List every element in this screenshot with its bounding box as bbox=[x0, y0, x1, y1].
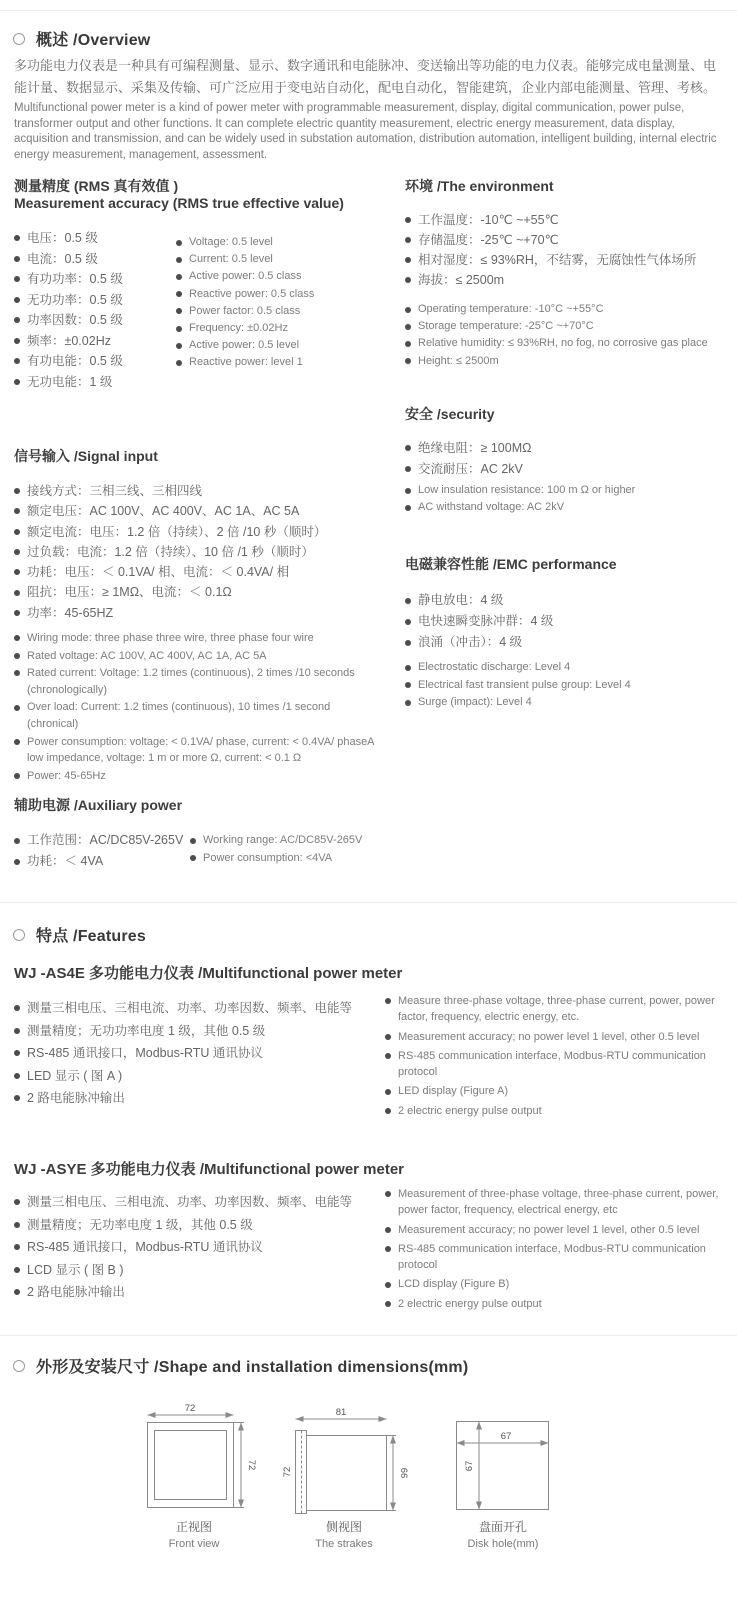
list-item-text: 频率：±0.02Hz bbox=[27, 333, 111, 348]
bullet-icon bbox=[14, 1095, 20, 1101]
list-item-text: 功耗：电压：＜ 0.1VA/ 相、电流：＜ 0.4VA/ 相 bbox=[27, 565, 290, 580]
list-item bbox=[405, 459, 735, 480]
overview-heading bbox=[13, 27, 150, 50]
list-item bbox=[14, 1259, 376, 1282]
bullet-icon bbox=[405, 307, 411, 313]
bullet-icon bbox=[176, 257, 182, 263]
list-item bbox=[14, 269, 176, 290]
bullet-icon bbox=[405, 217, 411, 223]
list-item bbox=[176, 268, 381, 285]
signal-title: 信号输入 /Signal input bbox=[14, 448, 158, 464]
list-item bbox=[14, 1087, 376, 1110]
bullet-icon bbox=[14, 276, 20, 282]
accuracy-list-cn bbox=[14, 228, 176, 392]
bullet-icon bbox=[14, 256, 20, 262]
bullet-icon bbox=[14, 1289, 20, 1295]
model-asye-title: WJ -ASYE 多功能电力仪表 /Multifunctional power meter bbox=[14, 1161, 405, 1178]
list-item bbox=[405, 301, 735, 318]
list-item-text: 静电放电：4 级 bbox=[418, 593, 504, 607]
list-item bbox=[14, 372, 176, 393]
list-item-text: 测量三相电压、三相电流、功率、功率因数、频率、电能等 bbox=[27, 1001, 353, 1015]
list-item bbox=[405, 659, 735, 677]
list-item-text: Working range: AC/DC85V-265V bbox=[203, 834, 363, 846]
list-item-text: 绝缘电阻：≥ 100MΩ bbox=[418, 441, 532, 455]
dim-label: 67 bbox=[500, 1431, 512, 1442]
list-item-text: 测量精度；无功功率电度 1 级，其他 0.5 级 bbox=[27, 1023, 266, 1038]
list-item-text: Power factor: 0.5 class bbox=[189, 304, 301, 317]
list-item bbox=[14, 734, 376, 767]
list-item-text: Operating temperature: -10°C ~+55°C bbox=[418, 303, 604, 315]
list-item-text: RS-485 communication interface, Modbus-RTU communication protocol bbox=[398, 1049, 706, 1079]
bullet-icon bbox=[405, 277, 411, 283]
list-item bbox=[405, 210, 735, 230]
list-item bbox=[176, 337, 381, 354]
list-item-text: Rated voltage: AC 100V, AC 400V, AC 1A, AC 5A bbox=[27, 649, 267, 662]
bullet-icon bbox=[190, 855, 196, 861]
list-item bbox=[14, 1020, 376, 1043]
bullet-icon bbox=[14, 549, 20, 555]
model-asye-list-cn bbox=[14, 1191, 376, 1304]
list-item-text: 2 electric energy pulse output bbox=[398, 1104, 542, 1117]
bullet-icon bbox=[14, 1222, 20, 1228]
accuracy-title-cn: 测量精度 (RMS 真有效值 ) bbox=[14, 178, 179, 194]
list-item bbox=[14, 522, 376, 542]
list-item-text: 浪涌（冲击）：4 级 bbox=[418, 635, 523, 649]
bullet-icon bbox=[14, 739, 20, 745]
dim-label: 72 bbox=[282, 1466, 293, 1478]
list-item-text: Voltage: 0.5 level bbox=[189, 236, 273, 248]
bullet-icon bbox=[14, 1267, 20, 1273]
bullet-icon bbox=[405, 488, 411, 494]
circle-marker-icon bbox=[13, 33, 25, 45]
list-item-text: 阻抗：电压：≥ 1MΩ、电流：＜ 0.1Ω bbox=[27, 585, 232, 600]
list-item bbox=[405, 230, 735, 250]
list-item bbox=[14, 648, 376, 665]
list-item-text: RS-485 通讯接口，Modbus-RTU 通讯协议 bbox=[27, 1240, 263, 1254]
list-item-text: Power: 45-65Hz bbox=[27, 769, 106, 782]
list-item bbox=[14, 331, 176, 352]
list-item-text: 电快速瞬变脉冲群：4 级 bbox=[418, 614, 554, 628]
list-item bbox=[14, 997, 376, 1020]
bullet-icon bbox=[14, 297, 20, 303]
list-item bbox=[176, 251, 381, 268]
dimensions-heading bbox=[13, 1354, 468, 1377]
dim-label: 66 bbox=[398, 1467, 409, 1479]
environment-title: 环境 /The environment bbox=[405, 178, 554, 194]
list-item-text: LED display (Figure A) bbox=[398, 1085, 509, 1098]
list-item-text: 交流耐压：AC 2kV bbox=[418, 461, 523, 476]
bullet-icon bbox=[176, 326, 182, 332]
list-item bbox=[385, 1276, 725, 1292]
panel-cutout-drawing bbox=[448, 1416, 560, 1514]
bullet-icon bbox=[405, 640, 411, 646]
list-item-text: 测量三相电压、三相电流、功率、功率因数、频率、电能等 bbox=[27, 1195, 353, 1209]
list-item-text: LCD display (Figure B) bbox=[398, 1278, 510, 1291]
bullet-icon bbox=[14, 635, 20, 641]
signal-list-en bbox=[14, 630, 376, 785]
security-list-en bbox=[405, 482, 735, 516]
list-item-text: 过负载：电流：1.2 倍（持续）、10 倍 /1 秒（顺时） bbox=[27, 544, 314, 559]
circle-marker-icon bbox=[13, 1360, 25, 1372]
accuracy-title bbox=[14, 178, 374, 212]
list-item-text: Storage temperature: -25°C ~+70°C bbox=[418, 320, 594, 333]
bullet-icon bbox=[176, 291, 182, 297]
emc-list-cn bbox=[405, 590, 735, 653]
bullet-icon bbox=[405, 505, 411, 511]
aux-power-list-cn bbox=[14, 830, 186, 872]
bullet-icon bbox=[385, 1108, 391, 1114]
list-item bbox=[14, 1236, 376, 1259]
list-item bbox=[405, 438, 735, 459]
bullet-icon bbox=[385, 1053, 391, 1059]
list-item bbox=[385, 1296, 725, 1312]
list-item-text: 工作范围：AC/DC85V-265V bbox=[27, 833, 184, 847]
list-item bbox=[385, 1186, 725, 1219]
list-item bbox=[14, 481, 376, 501]
list-item bbox=[14, 630, 376, 647]
bullet-icon bbox=[14, 379, 20, 385]
list-item bbox=[14, 562, 376, 582]
list-item bbox=[405, 611, 735, 632]
list-item bbox=[14, 290, 176, 311]
list-item bbox=[14, 542, 376, 562]
list-item-text: Measurement accuracy; no power level 1 level, other 0.5 level bbox=[398, 1223, 700, 1236]
list-item-text: 功率：45-65HZ bbox=[27, 605, 114, 620]
list-item bbox=[405, 694, 735, 712]
list-item bbox=[176, 320, 381, 337]
list-item-text: Power consumption: voltage: < 0.1VA/ phase, current: < 0.4VA/ phaseA low impedance, voltage: 1 m or more Ω, current: < 0.1 Ω bbox=[27, 735, 374, 765]
caption-cn: 盘面开孔 bbox=[478, 1520, 527, 1534]
bullet-icon bbox=[14, 488, 20, 494]
list-item-text: 电压：0.5 级 bbox=[27, 231, 98, 245]
bullet-icon bbox=[14, 1199, 20, 1205]
list-item bbox=[14, 310, 176, 331]
bullet-icon bbox=[176, 240, 182, 246]
security-title: 安全 /security bbox=[405, 406, 495, 422]
overview-paragraph-cn: 多功能电力仪表是一种具有可编程测量、显示、数字通讯和电能脉冲、变送输出等功能的电力仪表。能够完成电量测量、电能计量、数据显示、采集及传输、可广泛应用于变电站自动化，配电自动化，智能建筑，企业内部电能测量、管理、考核。 bbox=[14, 58, 717, 95]
list-item-text: 2 electric energy pulse output bbox=[398, 1297, 542, 1310]
environment-list-cn bbox=[405, 210, 735, 290]
list-item-text: Current: 0.5 level bbox=[189, 253, 273, 266]
bullet-icon bbox=[405, 324, 411, 330]
dim-label: 72 bbox=[184, 1403, 196, 1414]
bullet-icon bbox=[14, 1244, 20, 1250]
list-item bbox=[14, 501, 376, 521]
list-item-text: 功耗：＜ 4VA bbox=[27, 854, 104, 868]
caption-en: Front view bbox=[168, 1538, 220, 1550]
bullet-icon bbox=[14, 773, 20, 779]
bullet-icon bbox=[14, 529, 20, 535]
list-item bbox=[14, 1042, 376, 1065]
list-item bbox=[176, 286, 381, 303]
bullet-icon bbox=[14, 859, 20, 865]
bullet-icon bbox=[14, 317, 20, 323]
list-item-text: Wiring mode: three phase three wire, three phase four wire bbox=[27, 632, 314, 644]
list-item bbox=[176, 234, 381, 251]
list-item-text: RS-485 通讯接口，Modbus-RTU 通讯协议 bbox=[27, 1046, 263, 1060]
list-item bbox=[385, 993, 725, 1026]
list-item bbox=[14, 699, 376, 732]
list-item bbox=[405, 590, 735, 611]
divider bbox=[0, 1335, 737, 1336]
aux-power-title: 辅助电源 /Auxiliary power bbox=[14, 797, 183, 813]
features-heading bbox=[13, 923, 146, 946]
list-item-text: Active power: 0.5 level bbox=[189, 339, 300, 352]
bullet-icon bbox=[405, 619, 411, 625]
divider bbox=[0, 902, 737, 903]
list-item-text: 电流：0.5 级 bbox=[27, 251, 98, 266]
list-item-text: 无功功率：0.5 级 bbox=[27, 292, 123, 307]
security-list-cn bbox=[405, 438, 735, 479]
bullet-icon bbox=[385, 1282, 391, 1288]
bullet-icon bbox=[14, 838, 20, 844]
bullet-icon bbox=[405, 700, 411, 706]
list-item bbox=[385, 1029, 725, 1045]
bullet-icon bbox=[385, 998, 391, 1004]
accuracy-title-en: Measurement accuracy (RMS true effective value) bbox=[14, 195, 344, 211]
list-item-text: Reactive power: level 1 bbox=[189, 356, 303, 369]
bullet-icon bbox=[14, 508, 20, 514]
list-item-text: Measure three-phase voltage, three-phase current, power, power factor, frequency, electric energy, etc. bbox=[398, 995, 715, 1024]
list-item bbox=[14, 249, 176, 270]
list-item-text: 2 路电能脉冲输出 bbox=[27, 1285, 125, 1299]
list-item-text: Surge (impact): Level 4 bbox=[418, 696, 532, 708]
list-item bbox=[405, 632, 735, 653]
list-item bbox=[14, 1281, 376, 1304]
list-item bbox=[190, 850, 400, 868]
environment-list-en bbox=[405, 301, 735, 370]
bullet-icon bbox=[190, 838, 196, 844]
caption-cn: 正视图 bbox=[175, 1520, 212, 1534]
list-item-text: Over load: Current: 1.2 times (continuous), 10 times /1 second (chronical) bbox=[27, 701, 331, 730]
model-as4e-list-en bbox=[385, 993, 725, 1122]
bullet-icon bbox=[14, 653, 20, 659]
list-item-text: 额定电流：电压：1.2 倍（持续）、2 倍 /10 秒（顺时） bbox=[27, 524, 327, 539]
dim-label: 72 bbox=[246, 1459, 257, 1471]
list-item-text: 相对湿度：≤ 93%RH，不结雾，无腐蚀性气体场所 bbox=[418, 253, 697, 267]
list-item bbox=[14, 665, 376, 698]
model-as4e-list-cn bbox=[14, 997, 376, 1110]
list-item-text: 有功电能：0.5 级 bbox=[27, 354, 123, 368]
bullet-icon bbox=[385, 1227, 391, 1233]
overview-title: 概述 /Overview bbox=[36, 32, 151, 49]
list-item-text: Measurement accuracy; no power level 1 level, other 0.5 level bbox=[398, 1030, 700, 1043]
list-item-text: Measurement of three-phase voltage, three-phase current, power, power factor, frequency, electrical energy, etc bbox=[398, 1188, 719, 1217]
bullet-icon bbox=[14, 705, 20, 711]
caption-en: Disk hole(mm) bbox=[467, 1538, 539, 1550]
bullet-icon bbox=[405, 237, 411, 243]
bullet-icon bbox=[176, 343, 182, 349]
list-item-text: 接线方式：三相三线、三相四线 bbox=[27, 484, 203, 498]
bullet-icon bbox=[385, 1246, 391, 1252]
list-item-text: Electrostatic discharge: Level 4 bbox=[418, 661, 571, 673]
list-item-text: Low insulation resistance: 100 m Ω or higher bbox=[418, 484, 636, 496]
bullet-icon bbox=[385, 1191, 391, 1197]
bullet-icon bbox=[385, 1301, 391, 1307]
list-item-text: 无功电能：1 级 bbox=[27, 374, 113, 389]
bullet-icon bbox=[14, 1028, 20, 1034]
bullet-icon bbox=[14, 235, 20, 241]
list-item bbox=[385, 1241, 725, 1274]
list-item-text: Power consumption: <4VA bbox=[203, 851, 333, 864]
list-item bbox=[405, 499, 735, 516]
side-view-caption bbox=[284, 1518, 404, 1552]
list-item bbox=[405, 353, 735, 370]
caption-cn: 侧视图 bbox=[325, 1520, 362, 1534]
list-item bbox=[385, 1103, 725, 1119]
dimensions-title: 外形及安装尺寸 /Shape and installation dimensions(mm) bbox=[36, 1359, 469, 1376]
bullet-icon bbox=[405, 466, 411, 472]
list-item bbox=[14, 351, 176, 372]
bullet-icon bbox=[14, 590, 20, 596]
bullet-icon bbox=[385, 1089, 391, 1095]
list-item-text: Relative humidity: ≤ 93%RH, no fog, no corrosive gas place bbox=[418, 337, 708, 350]
bullet-icon bbox=[176, 360, 182, 366]
list-item-text: Height: ≤ 2500m bbox=[418, 354, 499, 367]
bullet-icon bbox=[14, 358, 20, 364]
list-item bbox=[405, 250, 735, 270]
front-view-caption bbox=[135, 1518, 253, 1552]
signal-list-cn bbox=[14, 481, 376, 623]
features-title: 特点 /Features bbox=[36, 928, 146, 945]
aux-power-list-en bbox=[190, 832, 400, 867]
list-item bbox=[405, 335, 735, 352]
side-view-drawing bbox=[282, 1406, 412, 1518]
model-as4e-title: WJ -AS4E 多功能电力仪表 /Multifunctional power meter bbox=[14, 965, 403, 982]
list-item-text: 海拔：≤ 2500m bbox=[418, 273, 505, 287]
list-item bbox=[14, 768, 376, 785]
list-item bbox=[14, 582, 376, 602]
list-item bbox=[385, 1048, 725, 1081]
bullet-icon bbox=[14, 1073, 20, 1079]
bullet-icon bbox=[14, 670, 20, 676]
list-item bbox=[405, 318, 735, 335]
circle-marker-icon bbox=[13, 929, 25, 941]
dim-label: 81 bbox=[335, 1407, 347, 1418]
bullet-icon bbox=[14, 1050, 20, 1056]
bullet-icon bbox=[14, 610, 20, 616]
list-item bbox=[14, 1214, 376, 1237]
panel-cutout-caption bbox=[443, 1518, 563, 1552]
list-item bbox=[405, 270, 735, 290]
divider bbox=[0, 10, 737, 11]
list-item bbox=[14, 1065, 376, 1088]
bullet-icon bbox=[405, 341, 411, 347]
list-item bbox=[385, 1222, 725, 1238]
bullet-icon bbox=[405, 665, 411, 671]
list-item bbox=[14, 228, 176, 249]
accuracy-list-en bbox=[176, 234, 381, 372]
emc-title: 电磁兼容性能 /EMC performance bbox=[405, 556, 617, 572]
list-item bbox=[14, 603, 376, 623]
list-item-text: 额定电压：AC 100V、AC 400V、AC 1A、AC 5A bbox=[27, 504, 300, 519]
dim-label: 67 bbox=[464, 1460, 475, 1472]
bullet-icon bbox=[14, 1005, 20, 1011]
list-item-text: Frequency: ±0.02Hz bbox=[189, 322, 288, 335]
bullet-icon bbox=[405, 598, 411, 604]
list-item bbox=[14, 851, 186, 872]
list-item bbox=[176, 354, 381, 371]
bullet-icon bbox=[176, 308, 182, 314]
list-item-text: 测量精度；无功率电度 1 级，其他 0.5 级 bbox=[27, 1217, 253, 1232]
list-item-text: LCD 显示 ( 图 B ) bbox=[27, 1262, 124, 1277]
list-item-text: 存储温度：-25℃ ~+70℃ bbox=[418, 233, 559, 247]
front-view-drawing bbox=[135, 1400, 260, 1518]
bullet-icon bbox=[14, 569, 20, 575]
list-item-text: Reactive power: 0.5 class bbox=[189, 287, 315, 300]
emc-list-en bbox=[405, 659, 735, 712]
list-item-text: 2 路电能脉冲输出 bbox=[27, 1091, 125, 1105]
list-item-text: Electrical fast transient pulse group: Level 4 bbox=[418, 678, 631, 691]
list-item bbox=[14, 830, 186, 851]
list-item bbox=[176, 303, 381, 320]
model-asye-list-en bbox=[385, 1186, 725, 1315]
list-item-text: RS-485 communication interface, Modbus-RTU communication protocol bbox=[398, 1242, 706, 1272]
list-item bbox=[405, 677, 735, 695]
list-item-text: 工作温度：-10℃ ~+55℃ bbox=[418, 213, 559, 227]
bullet-icon bbox=[176, 274, 182, 280]
bullet-icon bbox=[14, 338, 20, 344]
bullet-icon bbox=[405, 445, 411, 451]
list-item-text: 有功功率：0.5 级 bbox=[27, 272, 123, 286]
list-item-text: Active power: 0.5 class bbox=[189, 270, 302, 283]
list-item bbox=[190, 832, 400, 850]
list-item bbox=[405, 482, 735, 499]
bullet-icon bbox=[405, 358, 411, 364]
list-item bbox=[14, 1191, 376, 1214]
list-item-text: LED 显示 ( 图 A ) bbox=[27, 1068, 123, 1083]
overview-paragraph-en: Multifunctional power meter is a kind of power meter with programmable measurement, display, digital communication, power pulse, transformer output and other functions. It can complete electric quantity measurement, electric energy measurement, data display, acquisition and transmission, and can be widely used in substation automation, distribution automation, intelligent building, internal electric energy measurement, management, assessment. bbox=[14, 102, 717, 161]
bullet-icon bbox=[405, 257, 411, 263]
list-item-text: AC withstand voltage: AC 2kV bbox=[418, 501, 565, 514]
list-item bbox=[385, 1083, 725, 1099]
bullet-icon bbox=[385, 1034, 391, 1040]
list-item-text: Rated current: Voltage: 1.2 times (continuous), 2 times /10 seconds (chronologically) bbox=[27, 667, 355, 696]
caption-en: The strakes bbox=[315, 1538, 373, 1550]
bullet-icon bbox=[405, 682, 411, 688]
list-item-text: 功率因数：0.5 级 bbox=[27, 313, 123, 327]
